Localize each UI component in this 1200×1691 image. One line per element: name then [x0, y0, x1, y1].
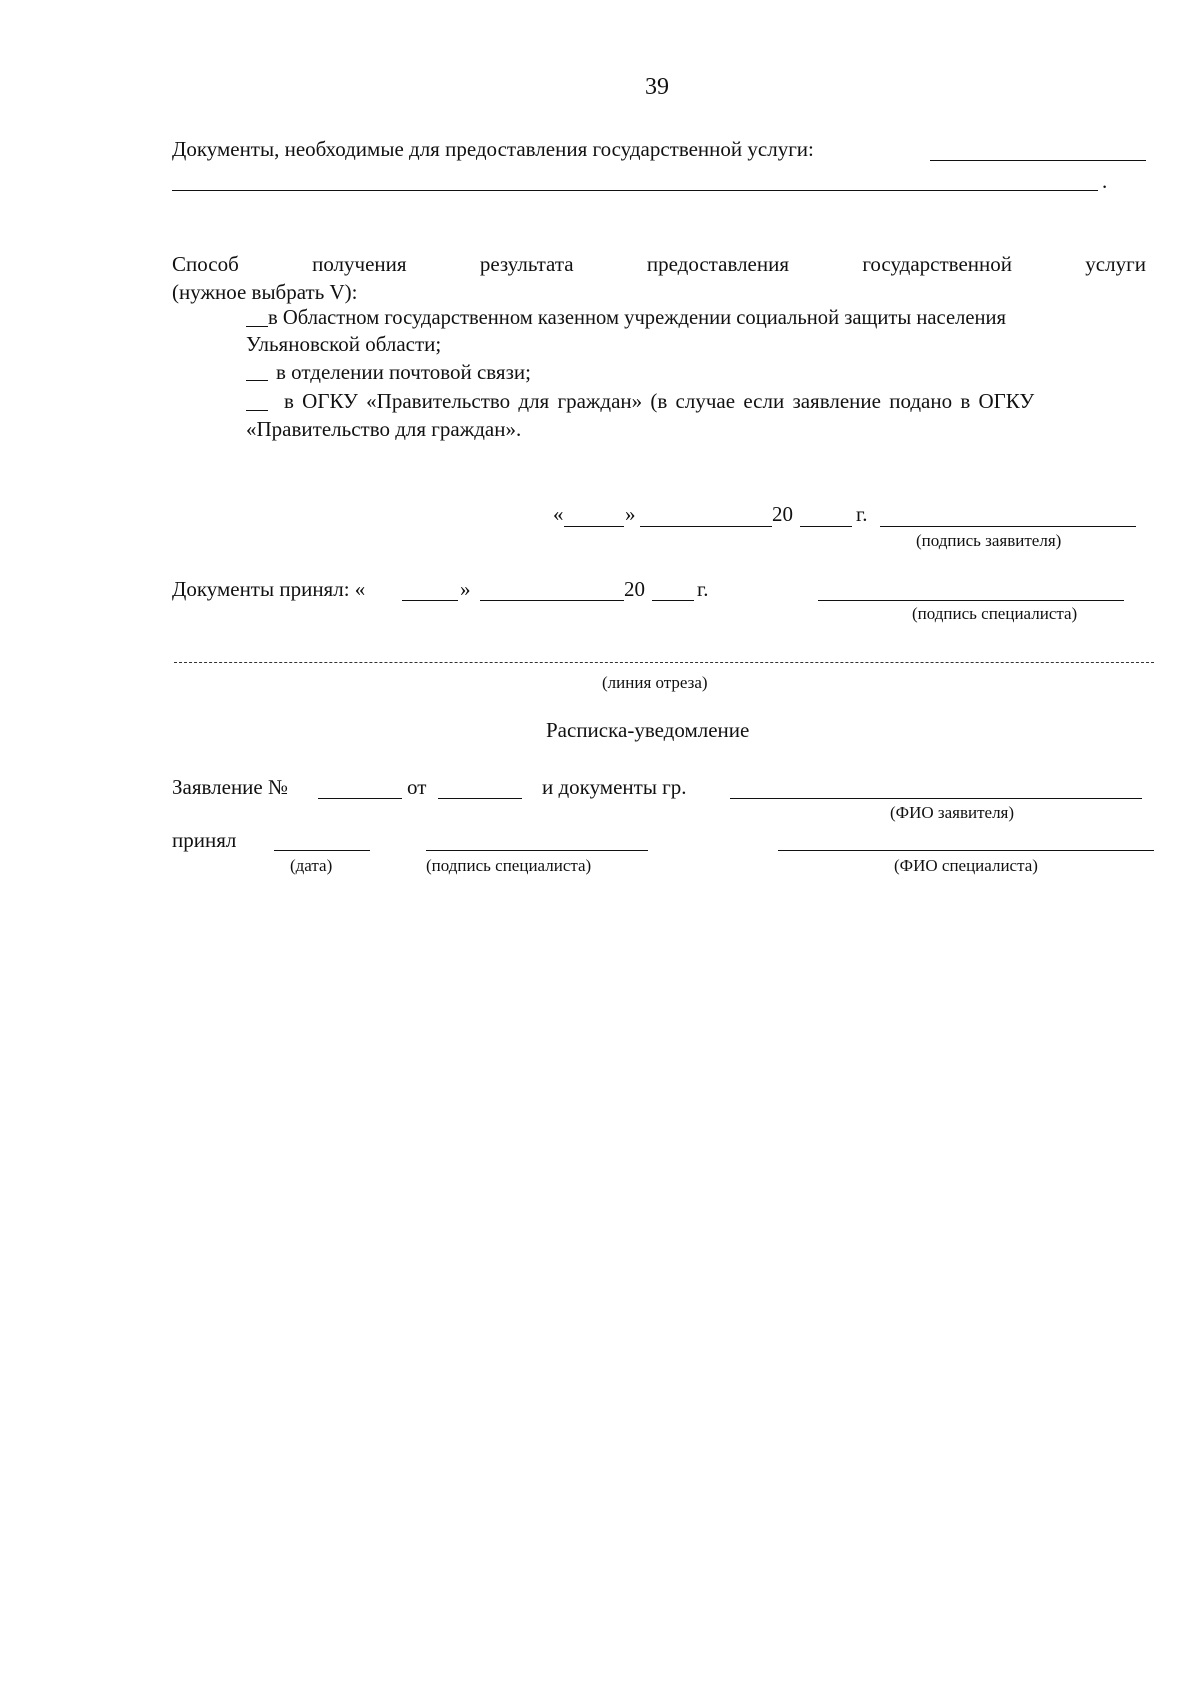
option3-text-line: в ОГКУ «Правительство для граждан» (в случае если заявление подано в ОГКУ	[284, 389, 1035, 413]
option1-text-cont: Ульяновской области;	[246, 332, 442, 356]
method-word-2: получения	[312, 252, 407, 276]
option3-checkbox-line[interactable]	[246, 410, 268, 411]
accepted-year-suffix: г.	[697, 577, 709, 601]
accepted-signature-field[interactable]	[818, 600, 1124, 601]
specialist-name-caption: (ФИО специалиста)	[894, 856, 1038, 875]
applicant-name-caption: (ФИО заявителя)	[890, 803, 1015, 822]
applicant-year-field[interactable]	[800, 526, 852, 527]
specialist-name-field[interactable]	[778, 850, 1154, 851]
application-number-field[interactable]	[318, 798, 402, 799]
documents-fill-line-1[interactable]	[930, 160, 1146, 161]
applicant-name-field[interactable]	[730, 798, 1142, 799]
option1-text: в Областном государственном казенном учреждении социальной защиты населения	[268, 307, 1007, 329]
receipt-accepted-label: принял	[172, 828, 237, 852]
documents-fill-line-2[interactable]	[172, 190, 1098, 191]
receipt-title: Расписка-уведомление	[546, 718, 750, 742]
option3-text-cont: «Правительство для граждан».	[246, 417, 522, 441]
option1-checkbox-line[interactable]	[246, 326, 268, 327]
applicant-year-suffix: г.	[856, 502, 868, 526]
application-docs-label: и документы гр.	[542, 775, 687, 799]
option2-checkbox-line[interactable]	[246, 380, 268, 381]
applicant-day-field[interactable]	[564, 526, 624, 527]
documents-label: Документы, необходимые для предоставления государственной услуги:	[172, 137, 814, 161]
applicant-quote-close: »	[625, 502, 636, 526]
option2-text: в отделении почтовой связи;	[276, 360, 531, 384]
accepted-year-prefix: 20	[624, 577, 645, 601]
accepted-month-field[interactable]	[480, 600, 624, 601]
receipt-signature-caption: (подпись специалиста)	[426, 856, 592, 875]
accepted-signature-caption: (подпись специалиста)	[912, 604, 1078, 623]
applicant-signature-caption: (подпись заявителя)	[916, 531, 1062, 550]
option3-text	[284, 388, 1146, 414]
accepted-day-field[interactable]	[402, 600, 458, 601]
method-word-1: Способ	[172, 252, 239, 276]
method-word-3: результата	[479, 252, 574, 276]
accepted-label: Документы принял: «	[172, 577, 366, 601]
documents-end-dot: .	[1102, 169, 1108, 193]
method-heading	[172, 251, 1146, 277]
application-date-field[interactable]	[438, 798, 522, 799]
cut-line	[174, 662, 1154, 663]
accepted-year-field[interactable]	[652, 600, 694, 601]
application-number-label: Заявление №	[172, 775, 289, 799]
applicant-quote-open: «	[553, 502, 564, 526]
applicant-signature-field[interactable]	[880, 526, 1136, 527]
applicant-year-prefix: 20	[772, 502, 793, 526]
receipt-signature-field[interactable]	[426, 850, 648, 851]
receipt-date-caption: (дата)	[290, 856, 333, 875]
method-hint: (нужное выбрать V):	[172, 280, 358, 304]
method-word-4: предоставления	[646, 252, 790, 276]
receipt-date-field[interactable]	[274, 850, 370, 851]
cut-line-caption: (линия отреза)	[602, 673, 708, 692]
page-number: 39	[645, 74, 669, 100]
method-word-5: государственной	[862, 252, 1012, 276]
application-from-label: от	[407, 775, 427, 799]
accepted-quote-close: »	[460, 577, 471, 601]
method-word-6: услуги	[1085, 252, 1146, 276]
applicant-month-field[interactable]	[640, 526, 772, 527]
